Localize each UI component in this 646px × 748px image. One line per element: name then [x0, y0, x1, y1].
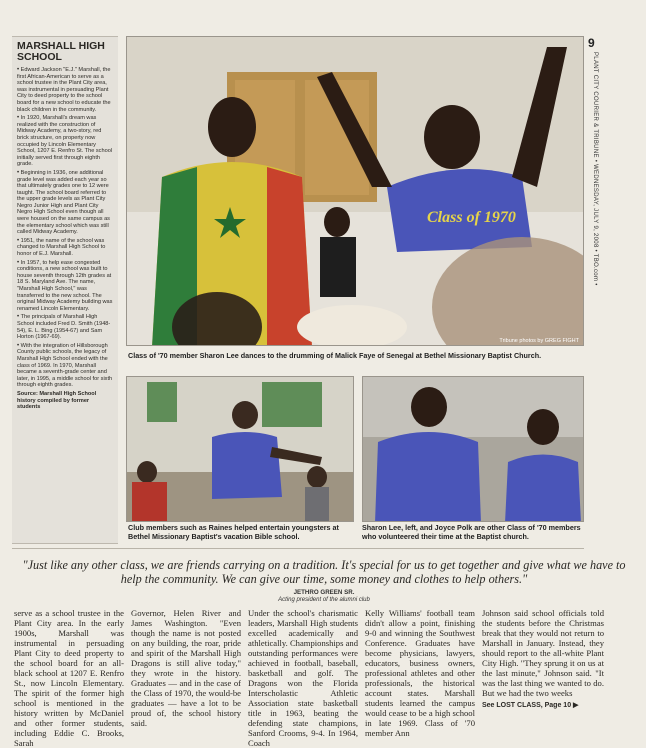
sidebar-item — [17, 343, 113, 389]
sidebar-item-text: With the integration of Hillsborough County public schools, the legacy of Marshall High School ended with the class of 1969. In 1970, Marshall became a seventh-grade center and later, in 1995, a middle school for sixth through eighth grades. — [17, 342, 113, 389]
bullet-icon: • — [17, 237, 20, 244]
bullet-icon: • — [17, 259, 20, 266]
photo-credit: Tribune photos by GREG FIGHT — [499, 338, 579, 344]
sidebar-item — [17, 238, 113, 258]
bullet-icon: • — [17, 115, 20, 122]
sidebar-item — [17, 67, 113, 113]
divider — [12, 548, 584, 549]
body-text: Under the school's charismatic leaders, Marshall High students excelled academically and athletically. Championships and outstanding performances were achieved in football, baseball, basketball and golf. The Dragons won the Florida Interscholastic Athletic Association state basketball title in 1963, beating the defending state champions, Sanford Crooms, 9-4. In 1964, Coach — [248, 608, 358, 748]
jump-link[interactable]: See LOST CLASS, Page 10 ▶ — [482, 702, 579, 709]
sidebar-item-text: 1951, the name of the school was changed to Marshall High School to honor of E.J. Marshall. — [17, 237, 106, 258]
sidebar-item — [17, 260, 113, 313]
main-photo-illustration — [127, 37, 584, 346]
sidebar-item — [17, 170, 113, 236]
sidebar-item-text: In 1957, to help ease congested conditions, a new school was built to house seventh through 12th grades at 18 S. Maryland Ave. The name, "Marshall High School," was transferred to the new school. The original Midway Academy building was renamed Lincoln Elementary. — [17, 259, 113, 312]
body-text: Kelly Williams' football team didn't allow a point, finishing 9-0 and winning the Southwest Conference. Graduates have become physicians, lawyers, educators, business owners, professional athletes and other professionals, the historical account states. Marshall students learned the campus would cease to be a high school in late 1969. Class of '70 member Ann — [365, 608, 475, 738]
bullet-icon: • — [17, 314, 20, 321]
quote-title: Acting president of the alumni club — [278, 597, 370, 603]
body-column-5 — [482, 608, 604, 711]
sidebar-item — [17, 314, 113, 340]
body-text: Johnson said school officials told the students before the Christmas break that they would not return to Marshall in January. Instead, they should report to the all-white Plant City High. "They sprung it on us at the last minute," Johnson said. "It was the last thing we wanted to do. But we had the two weeks — [482, 608, 604, 698]
pull-quote: "Just like any other class, we are friends carrying on a tradition. It's special for us to get together and give what we have to help the community. We can give our time, some money and clothes to help others." — [22, 558, 626, 586]
sidebar-item-text: In 1920, Marshall's dream was realized with the construction of Midway Academy, a two-story, red brick structure, on property now occupied by Lincoln Elementary School, 1207 E. Renfro St. The school initially served first through eighth grade. — [17, 115, 113, 168]
sidebar-source: Source: Marshall High School history compiled by former students — [17, 390, 97, 411]
sidebar-item — [17, 115, 113, 168]
body-column-4 — [365, 608, 475, 738]
bullet-icon: • — [17, 67, 20, 73]
sidebar-item-text: Edward Jackson "E.J." Marshall, the first African-American to serve as a school trustee in the Plant City area, was instrumental in persuading Plant City to deed property to the school board for a new school to educate the black children in the community. — [17, 67, 111, 113]
quote-attribution — [14, 589, 634, 604]
sidebar-title: MARSHALL HIGH SCHOOL — [17, 40, 105, 63]
sidebar-history-box — [12, 36, 118, 544]
right-photo-illustration — [363, 377, 584, 522]
body-text: serve as a school trustee in the Plant City area. In the early 1900s, Marshall was instrumental in persuading Plant City to deed property to the school board for an all-black school at 1207 E. Renfro St., now Lincoln Elementary. The spirit of the former high school is mentioned in the history written by McDaniel and other former students, including Eddie C. Brooks, Sarah — [14, 608, 124, 748]
bullet-icon: • — [17, 169, 20, 176]
left-photo — [126, 376, 354, 522]
body-column-3 — [248, 608, 358, 748]
body-text: Governor, Helen River and James Washington. "Even though the name is not posted on any building, the roar, pride and spirit of the Marshall High Dragons is still alive today," they wrote in the history. Graduates — and in the case of the Class of 1970, the would-be graduates — have a lot to be proud of, the school history said. — [131, 608, 241, 728]
sidebar-item-text: The principals of Marshall High School included Fred D. Smith (1948-54), E. L. Bing (1954-67) and Sam Horton (1967-69). — [17, 314, 111, 341]
masthead-text: PLANT CITY COURIER & TRIBUNE • WEDNESDAY, JULY 9, 2008 • TBO.com • — [592, 52, 598, 286]
right-photo — [362, 376, 584, 522]
bullet-icon: • — [17, 342, 20, 349]
page-number: 9 — [588, 36, 595, 50]
main-photo-caption: Class of '70 member Sharon Lee dances to the drumming of Malick Faye of Senegal at Bethel Missionary Baptist Church. — [128, 351, 542, 360]
shirt-logo-text: Class of 1970 — [427, 209, 516, 226]
sidebar-item-text: Beginning in 1936, one additional grade level was added each year so that ultimately grades one to 12 were taught. The school board referred to the upper grade levels as Plant City Negro Junior High and Plant City Negro High School even though all were housed on the same campus as the elementary school which was still called Midway Academy. — [17, 169, 110, 236]
body-column-2 — [131, 608, 241, 728]
left-photo-caption: Club members such as Raines helped entertain youngsters at Bethel Missionary Baptist's vacation Bible school. — [128, 523, 339, 541]
masthead — [588, 36, 608, 336]
right-photo-caption: Sharon Lee, left, and Joyce Polk are other Class of '70 members who volunteered their time at the Baptist church. — [362, 523, 581, 541]
body-column-1 — [14, 608, 124, 748]
left-photo-illustration — [127, 377, 354, 522]
quote-name: JETHRO GREEN SR. — [293, 589, 355, 596]
main-photo — [126, 36, 584, 346]
